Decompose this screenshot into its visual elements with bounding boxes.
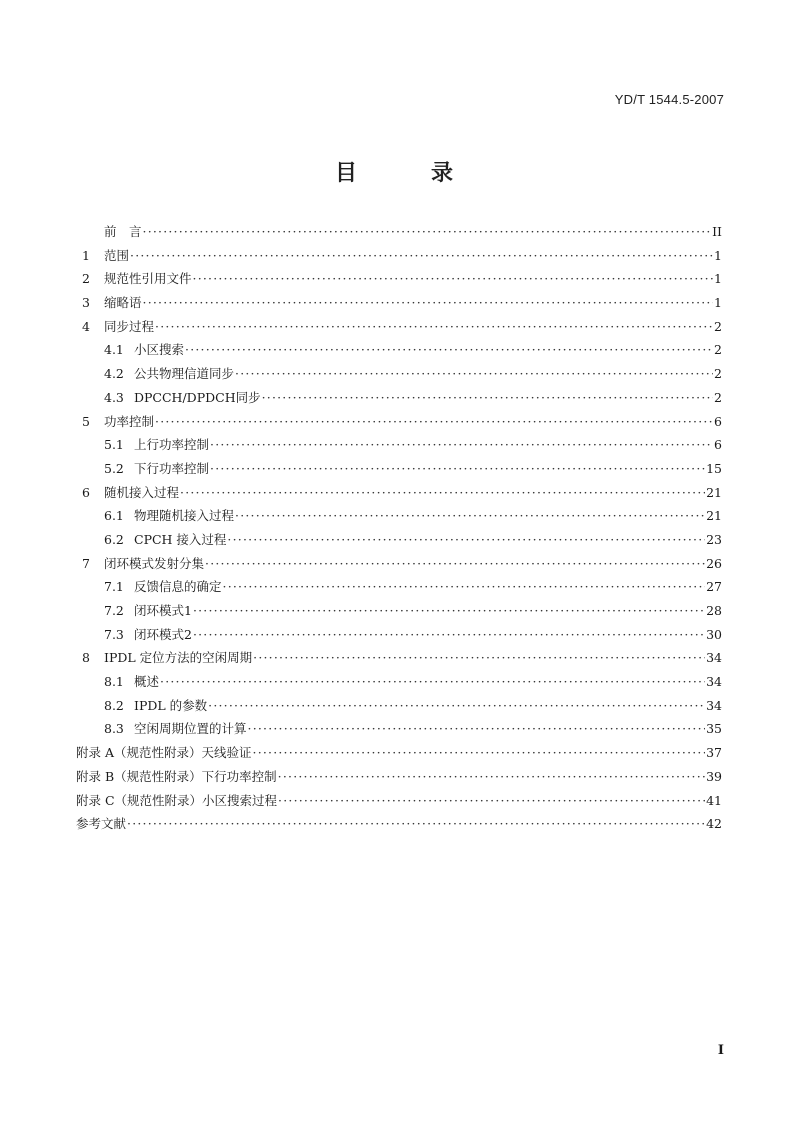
toc-entry-page: 30: [706, 626, 722, 642]
toc-entry-page: 34: [706, 674, 722, 690]
toc-entry[interactable]: [76, 552, 722, 576]
page-title: 目 录: [334, 160, 479, 186]
toc-entry-page: 41: [706, 792, 722, 808]
toc-dot-leader: [155, 410, 713, 434]
toc-entry[interactable]: [76, 504, 722, 528]
toc-entry-page: 1: [714, 295, 722, 311]
table-of-contents: [76, 220, 722, 836]
toc-entry[interactable]: [76, 575, 722, 599]
toc-dot-leader: [235, 362, 713, 386]
toc-entry-number: 7.2: [104, 603, 124, 618]
toc-entry-number: 5.1: [104, 437, 124, 453]
toc-entry[interactable]: [76, 789, 722, 813]
toc-entry-page: 15: [706, 460, 722, 476]
toc-entry[interactable]: [76, 338, 722, 362]
toc-entry-number: 7.3: [104, 626, 124, 642]
toc-entry[interactable]: [76, 362, 722, 386]
toc-entry-number: 8: [82, 650, 90, 666]
toc-entry-label: 反馈信息的确定: [134, 579, 222, 595]
toc-entry[interactable]: [76, 599, 722, 623]
toc-dot-leader: [205, 552, 705, 576]
toc-entry-number: 6.1: [104, 508, 124, 524]
toc-entry-label: 闭环模式发射分集: [104, 555, 205, 571]
toc-entry[interactable]: [76, 670, 722, 694]
toc-dot-leader: [143, 220, 712, 244]
toc-entry-label: 附录 C（规范性附录）小区搜索过程: [76, 792, 278, 808]
toc-entry[interactable]: [76, 410, 722, 434]
toc-dot-leader: [143, 291, 714, 315]
toc-entry[interactable]: [76, 481, 722, 505]
toc-entry-page: 2: [714, 389, 722, 405]
toc-entry-label: 缩略语: [104, 295, 142, 311]
toc-entry-label: 附录 A（规范性附录）天线验证: [76, 745, 252, 761]
toc-dot-leader: [193, 267, 714, 291]
toc-dot-leader: [180, 481, 705, 505]
toc-entry-page: 1: [714, 247, 722, 263]
toc-entry[interactable]: [76, 812, 722, 836]
toc-entry-page: 6: [714, 413, 722, 429]
toc-entry-label: 物理随机接入过程: [134, 508, 235, 524]
toc-entry[interactable]: [76, 741, 722, 765]
toc-entry-label: 前 言: [104, 224, 142, 239]
toc-entry-page: 34: [706, 650, 722, 666]
toc-entry-page: 21: [706, 484, 722, 500]
toc-entry-page: 26: [706, 555, 722, 571]
page-number: I: [717, 1043, 724, 1058]
toc-entry-number: 4.2: [104, 366, 124, 382]
toc-entry-label: 概述: [134, 674, 160, 690]
toc-dot-leader: [155, 315, 713, 339]
toc-entry-number: 5: [82, 413, 90, 429]
toc-entry-number: 2: [82, 271, 90, 287]
toc-entry[interactable]: [76, 386, 722, 410]
toc-dot-leader: [223, 575, 706, 599]
toc-entry-page: 34: [706, 697, 722, 713]
toc-entry-page: 2: [714, 318, 722, 334]
toc-dot-leader: [278, 765, 705, 789]
toc-entry[interactable]: [76, 623, 722, 647]
toc-entry-label: 上行功率控制: [134, 437, 210, 453]
toc-dot-leader: [248, 717, 706, 741]
toc-entry-number: 7.1: [104, 579, 124, 595]
toc-entry-label: 附录 B（规范性附录）下行功率控制: [76, 768, 277, 784]
toc-entry-page: 2: [714, 342, 722, 358]
toc-entry-label: 空闲周期位置的计算: [134, 721, 247, 737]
toc-entry-page: II: [712, 224, 722, 239]
toc-dot-leader: [278, 789, 705, 813]
toc-entry[interactable]: [76, 694, 722, 718]
toc-entry-page: 42: [706, 816, 722, 832]
toc-entry-page: 2: [714, 366, 722, 382]
toc-dot-leader: [127, 812, 705, 836]
toc-entry-label: 随机接入过程: [104, 484, 180, 500]
toc-dot-leader: [262, 386, 713, 410]
standard-code: YD/T 1544.5-2007: [614, 92, 724, 107]
toc-entry-number: 3: [82, 295, 90, 311]
toc-dot-leader: [235, 504, 705, 528]
toc-dot-leader: [227, 528, 705, 552]
toc-entry-number: 8.1: [104, 674, 124, 690]
toc-entry-page: 37: [706, 745, 722, 761]
toc-entry-page: 23: [706, 531, 722, 547]
toc-entry-number: 8.2: [104, 697, 124, 713]
toc-entry-number: 4.3: [104, 389, 124, 405]
toc-entry-page: 39: [706, 768, 722, 784]
toc-dot-leader: [253, 741, 706, 765]
toc-entry-number: 4: [82, 318, 90, 334]
toc-entry[interactable]: [76, 267, 722, 291]
toc-dot-leader: [160, 670, 705, 694]
toc-entry-label: 功率控制: [104, 413, 155, 429]
toc-entry[interactable]: [76, 528, 722, 552]
toc-entry-label: 闭环模式2: [134, 626, 192, 642]
toc-entry[interactable]: [76, 765, 722, 789]
toc-entry-number: 7: [82, 555, 90, 571]
toc-entry[interactable]: [76, 457, 722, 481]
toc-entry-label: 小区搜索: [134, 342, 185, 358]
toc-entry-label: 闭环模式1: [134, 603, 192, 618]
toc-dot-leader: [208, 694, 705, 718]
toc-entry-label: 范围: [104, 247, 130, 263]
toc-dot-leader: [130, 244, 713, 268]
toc-entry-label: 下行功率控制: [134, 460, 210, 476]
toc-entry-page: 27: [706, 579, 722, 595]
toc-entry[interactable]: [76, 315, 722, 339]
toc-dot-leader: [185, 338, 713, 362]
toc-entry-number: 8.3: [104, 721, 124, 737]
toc-dot-leader: [193, 599, 705, 623]
toc-entry-label: 公共物理信道同步: [134, 366, 235, 382]
toc-entry[interactable]: [76, 433, 722, 457]
toc-entry-page: 1: [714, 271, 722, 287]
toc-entry[interactable]: [76, 646, 722, 670]
toc-entry-number: 5.2: [104, 460, 124, 476]
toc-entry[interactable]: [76, 244, 722, 268]
toc-entry-label: 规范性引用文件: [104, 271, 192, 287]
toc-entry-number: 1: [82, 247, 90, 263]
toc-entry-number: 6.2: [104, 531, 124, 547]
toc-entry[interactable]: [76, 717, 722, 741]
toc-entry[interactable]: [76, 220, 722, 244]
toc-entry-label: IPDL 定位方法的空闲周期: [104, 650, 253, 666]
toc-entry-page: 6: [714, 437, 722, 453]
toc-entry-page: 35: [706, 721, 722, 737]
toc-entry-label: 参考文献: [76, 816, 127, 832]
toc-dot-leader: [253, 646, 705, 670]
toc-entry-label: CPCH 接入过程: [134, 531, 227, 547]
toc-entry-number: 6: [82, 484, 90, 500]
toc-entry-label: 同步过程: [104, 318, 155, 334]
toc-entry-label: IPDL 的参数: [134, 697, 208, 713]
toc-entry-page: 28: [706, 603, 722, 618]
toc-entry-number: 4.1: [104, 342, 124, 358]
toc-entry-label: DPCCH/DPDCH同步: [134, 389, 261, 405]
toc-dot-leader: [210, 457, 705, 481]
toc-dot-leader: [193, 623, 705, 647]
toc-entry-page: 21: [706, 508, 722, 524]
toc-dot-leader: [210, 433, 713, 457]
toc-entry[interactable]: [76, 291, 722, 315]
